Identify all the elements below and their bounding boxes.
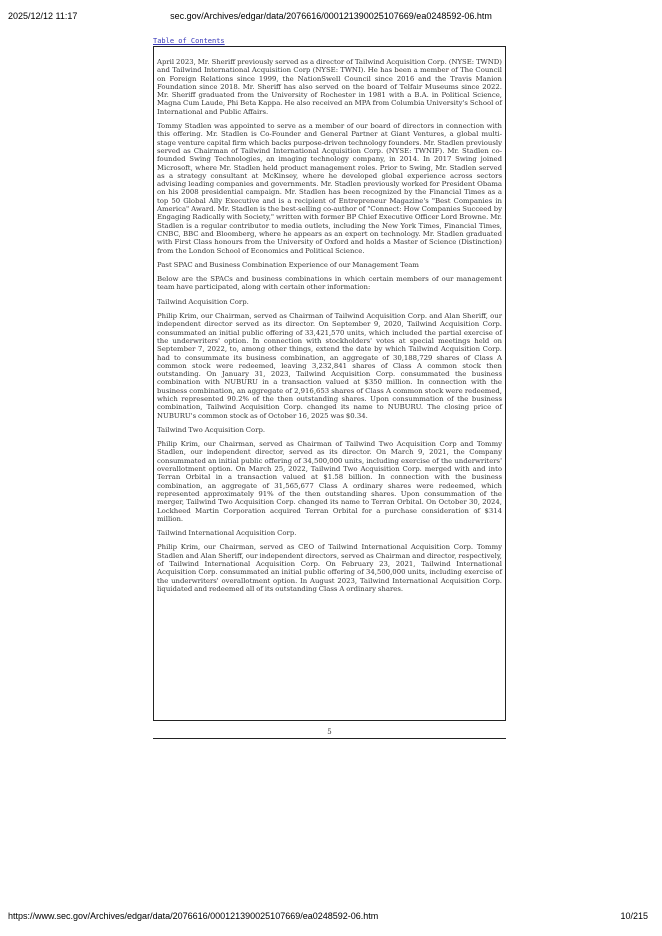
table-of-contents-link[interactable]: Table of Contents: [153, 37, 225, 45]
paragraph-sheriff-bio: April 2023, Mr. Sheriff previously served as a director of Tailwind Acquisition Corp. (NYSE: TWND) and Tailwind International Acquisition Corp (NYSE: TWNI). He has been a member of The Council on Foreign Relations since 1999, the NationSwell Council since 2016 and the Travis Manion Foundation since 2018. Mr. Sheriff has also served on the board of Telfair Museums since 2022. Mr. Sheriff graduated from the University of Rochester in 1981 with a B.A. in Political Science, Magna Cum Laude, Phi Beta Kappa. He also received an MPA from Columbia University's School of International and Public Affairs.: [157, 58, 502, 116]
paragraph-tailwind-two: Philip Krim, our Chairman, served as Chairman of Tailwind Two Acquisition Corp and Tommy Stadlen, our independent director, served as its director. On March 9, 2021, the Company consummated an initial public offering of 34,500,000 units, including exercise of the underwriters' overallotment option. On March 25, 2022, Tailwind Two Acquisition Corp. merged with and into Terran Orbital in a transaction valued at $1.58 billion. In connection with the business combination, an aggregate of 31,565,677 Class A ordinary shares were redeemed, which represented approximately 91% of the then outstanding shares. Upon consummation of the merger, Tailwind Two Acquisition Corp. changed its name to Terran Orbital. On October 30, 2024, Lockheed Martin Corporation acquired Terran Orbital for a purchase consideration of $314 million.: [157, 440, 502, 523]
print-header: [0, 11, 662, 23]
print-page-count: 10/215: [620, 911, 648, 921]
print-datetime: 2025/12/12 11:17: [8, 11, 78, 21]
section-heading-past-spac: Past SPAC and Business Combination Experience of our Management Team: [157, 260, 419, 269]
paragraph-spac-intro: Below are the SPACs and business combinations in which certain members of our management team have participated, along with certain other information:: [157, 275, 502, 292]
print-page-title: sec.gov/Archives/edgar/data/2076616/000121390025107669/ea0248592-06.htm: [170, 11, 492, 21]
page-number: 5: [327, 728, 332, 736]
print-url: https://www.sec.gov/Archives/edgar/data/2076616/000121390025107669/ea0248592-06.htm: [8, 911, 379, 921]
document-page: [153, 46, 506, 721]
paragraph-stadlen-bio: Tommy Stadlen was appointed to serve as a member of our board of directors in connection with this offering. Mr. Stadlen is Co-Founder and General Partner at Giant Ventures, a global multi-stage venture capital firm which backs purpose-driven technology founders. Mr. Stadlen previously served as Chairman of Tailwind International Acquisition Corp. (NYSE: TWNIF). Mr. Stadlen co-founded Swing Technologies, an imaging technology company, in 2014. In 2017 Swing joined Microsoft, where Mr. Stadlen held product management roles. Prior to Swing, Mr. Stadlen served as a strategy consultant at McKinsey, where he developed global experience across sectors advising leading companies and governments. Mr. Stadlen previously worked for President Obama on his 2008 presidential campaign. Mr. Stadlen has been recognized by the Financial Times as a top 50 Global Ally Executive and is a recipient of Entrepreneur Magazine's "Best Companies in America" Award. Mr. Stadlen is the best-selling co-author of "Connect: How Companies Succeed by Engaging Radically with Society," written with former BP Chief Executive Officer Lord Browne. Mr. Stadlen is a regular contributor to media outlets, including the New York Times, Financial Times, CNBC, BBC and Bloomberg, where he appears as an expert on technology. Mr. Stadlen graduated with First Class honours from the University of Oxford and holds a Master of Science (Distinction) from the London School of Economics and Political Science.: [157, 122, 502, 255]
print-footer: [0, 911, 662, 923]
subheading-tailwind-acquisition: Tailwind Acquisition Corp.: [157, 297, 249, 306]
paragraph-tailwind-international: Philip Krim, our Chairman, served as CEO of Tailwind International Acquisition Corp. Tommy Stadlen and Alan Sheriff, our independent directors, served as Chairman and director, respectively, of Tailwind International Acquisition Corp. On February 23, 2021, Tailwind International Acquisition Corp. consummated an initial public offering of 34,500,000 units, including exercise of the underwriters' overallotment option. In August 2023, Tailwind International Acquisition Corp. liquidated and redeemed all of its outstanding Class A ordinary shares.: [157, 543, 502, 593]
page-divider: [153, 738, 506, 739]
subheading-tailwind-international: Tailwind International Acquisition Corp.: [157, 529, 297, 538]
paragraph-tailwind-acquisition: Philip Krim, our Chairman, served as Chairman of Tailwind Acquisition Corp. and Alan Sheriff, our independent director served as its director. On September 9, 2020, Tailwind Acquisition Corp. consummated an initial public offering of 33,421,570 units, which included the partial exercise of the underwriters' option. In connection with stockholders' votes at special meetings held on September 7, 2022, to, among other things, extend the date by which Tailwind Acquisition Corp. had to consummate its business combination, an aggregate of 30,188,729 shares of Class A common stock were redeemed, leaving 3,232,841 shares of Class A common stock then outstanding. On January 31, 2023, Tailwind Acquisition Corp. consummated the business combination with NUBURU in a transaction valued at $350 million. In connection with the business combination, an aggregate of 2,916,653 shares of Class A common stock were redeemed, which represented 90.2% of the then outstanding shares. Upon consummation of the business combination, Tailwind Acquisition Corp. changed its name to NUBURU. The closing price of NUBURU's common stock as of October 16, 2025 was $0.34.: [157, 312, 502, 420]
subheading-tailwind-two: Tailwind Two Acquisition Corp.: [157, 425, 266, 434]
